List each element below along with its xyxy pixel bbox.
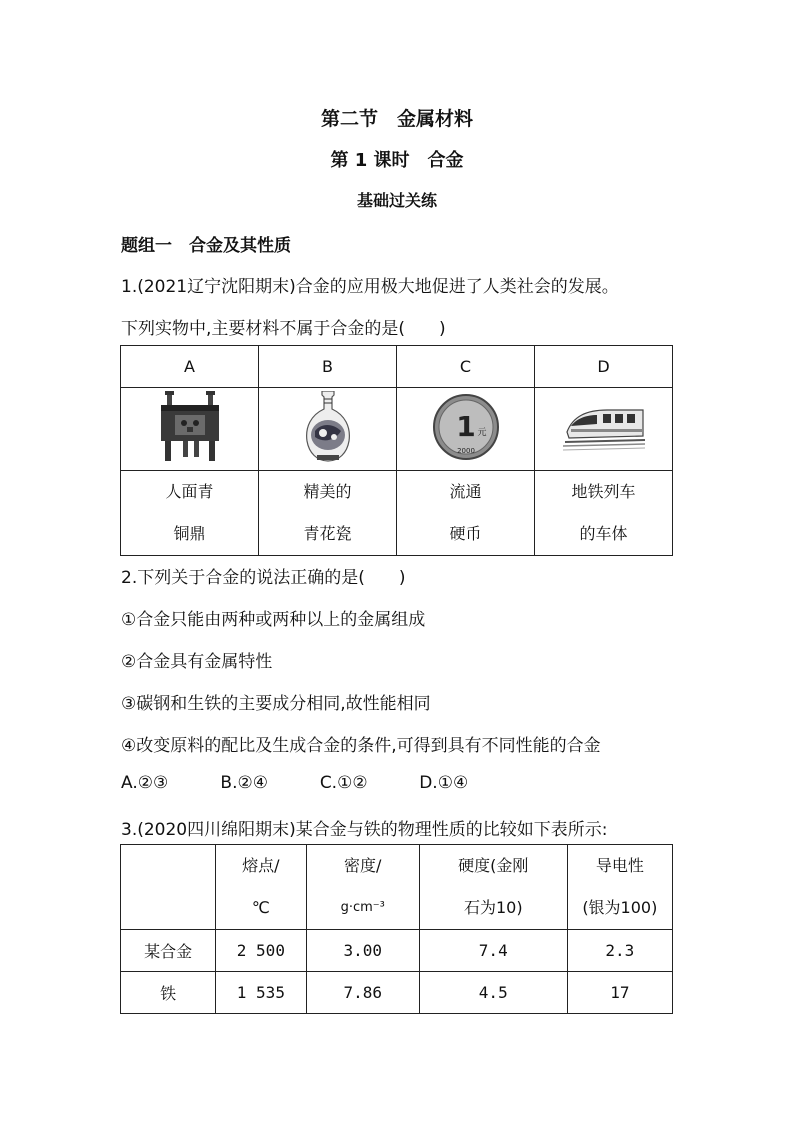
subway-train-icon: [563, 402, 645, 456]
option-b-name-line1: 精美的: [303, 482, 352, 501]
option-a-name: [121, 471, 259, 556]
q3-row2-hardness: 4.5: [419, 972, 567, 1014]
q3-row2-melting-point: 1 535: [216, 972, 306, 1014]
q3-header-melting-point-line1: 熔点/: [242, 856, 280, 875]
q3-row1-melting-point: 2 500: [216, 930, 306, 972]
option-c-name-line1: 流通: [449, 482, 482, 501]
lesson-title: 第 1 课时 合金: [330, 150, 464, 171]
coin-icon: [432, 393, 500, 465]
q3-header-conductivity-line1: 导电性: [595, 856, 644, 875]
option-b-name: [259, 471, 397, 556]
option-d-name: [535, 471, 673, 556]
q3-row2-density: 7.86: [306, 972, 419, 1014]
table-row: [121, 972, 673, 1014]
q3-row1-conductivity: 2.3: [567, 930, 672, 972]
option-d-name-line2: 的车体: [579, 524, 628, 543]
section-title: 第二节 金属材料: [320, 108, 473, 130]
table-row: [121, 930, 673, 972]
q3-header-hardness-line1: 硬度(金刚: [458, 856, 529, 875]
practice-title: 基础过关练: [356, 191, 437, 210]
q1-stem-line2: 下列实物中,主要材料不属于合金的是( ): [121, 319, 446, 339]
option-c-image: [397, 388, 535, 471]
option-b-name-line2: 青花瓷: [303, 524, 352, 543]
q3-row2-conductivity: 17: [567, 972, 672, 1014]
q3-row1-density: 3.00: [306, 930, 419, 972]
option-c-letter: C: [397, 346, 535, 388]
option-a-image: [121, 388, 259, 471]
option-c-name: [397, 471, 535, 556]
q2-choice-a: A.②③: [121, 773, 169, 793]
q3-header-density: [306, 845, 419, 930]
q3-row1-label: 某合金: [121, 930, 216, 972]
option-d-letter: D: [535, 346, 673, 388]
q3-header-conductivity: [567, 845, 672, 930]
q2-choice-c: C.①②: [319, 773, 368, 793]
group-title: 题组一 合金及其性质: [121, 236, 291, 256]
porcelain-vase-icon: [303, 391, 353, 467]
q2-statement-1: ①合金只能由两种或两种以上的金属组成: [121, 610, 426, 630]
coin-denomination: 1: [455, 410, 476, 443]
q3-header-density-line2: g·cm⁻³: [340, 900, 385, 915]
q2-statement-4: ④改变原料的配比及生成合金的条件,可得到具有不同性能的合金: [121, 736, 601, 756]
q3-properties-table: [120, 844, 673, 1014]
option-d-name-line1: 地铁列车: [571, 482, 636, 501]
q2-choice-b: B.②④: [220, 773, 268, 793]
q1-options-table: [120, 345, 673, 556]
q3-header-density-line1: 密度/: [344, 856, 382, 875]
q2-choices: [121, 773, 513, 793]
option-b-image: [259, 388, 397, 471]
q3-header-empty: [121, 845, 216, 930]
q2-statement-3: ③碳钢和生铁的主要成分相同,故性能相同: [121, 694, 431, 714]
option-d-image: [535, 388, 673, 471]
q2-stem: 2.下列关于合金的说法正确的是( ): [121, 568, 406, 588]
q3-stem: 3.(2020四川绵阳期末)某合金与铁的物理性质的比较如下表所示:: [121, 820, 608, 840]
q2-statement-2: ②合金具有金属特性: [121, 652, 273, 672]
q3-header-melting-point-line2: ℃: [251, 898, 270, 917]
option-c-name-line2: 硬币: [449, 524, 482, 543]
option-b-letter: B: [259, 346, 397, 388]
coin-year: 2000: [456, 447, 475, 455]
option-a-name-line2: 铜鼎: [173, 524, 206, 543]
q3-row1-hardness: 7.4: [419, 930, 567, 972]
bronze-ding-icon: [157, 391, 223, 467]
option-a-letter: A: [121, 346, 259, 388]
q3-header-hardness-line2: 石为10): [463, 898, 523, 917]
coin-unit: 元: [476, 428, 487, 438]
q3-header-hardness: [419, 845, 567, 930]
q3-header-melting-point: [216, 845, 306, 930]
q3-header-conductivity-line2: (银为100): [582, 898, 658, 917]
option-a-name-line1: 人面青: [165, 482, 214, 501]
q3-row2-label: 铁: [121, 972, 216, 1014]
q1-stem-line1: 1.(2021辽宁沈阳期末)合金的应用极大地促进了人类社会的发展。: [121, 277, 619, 297]
q2-choice-d: D.①④: [419, 773, 469, 793]
